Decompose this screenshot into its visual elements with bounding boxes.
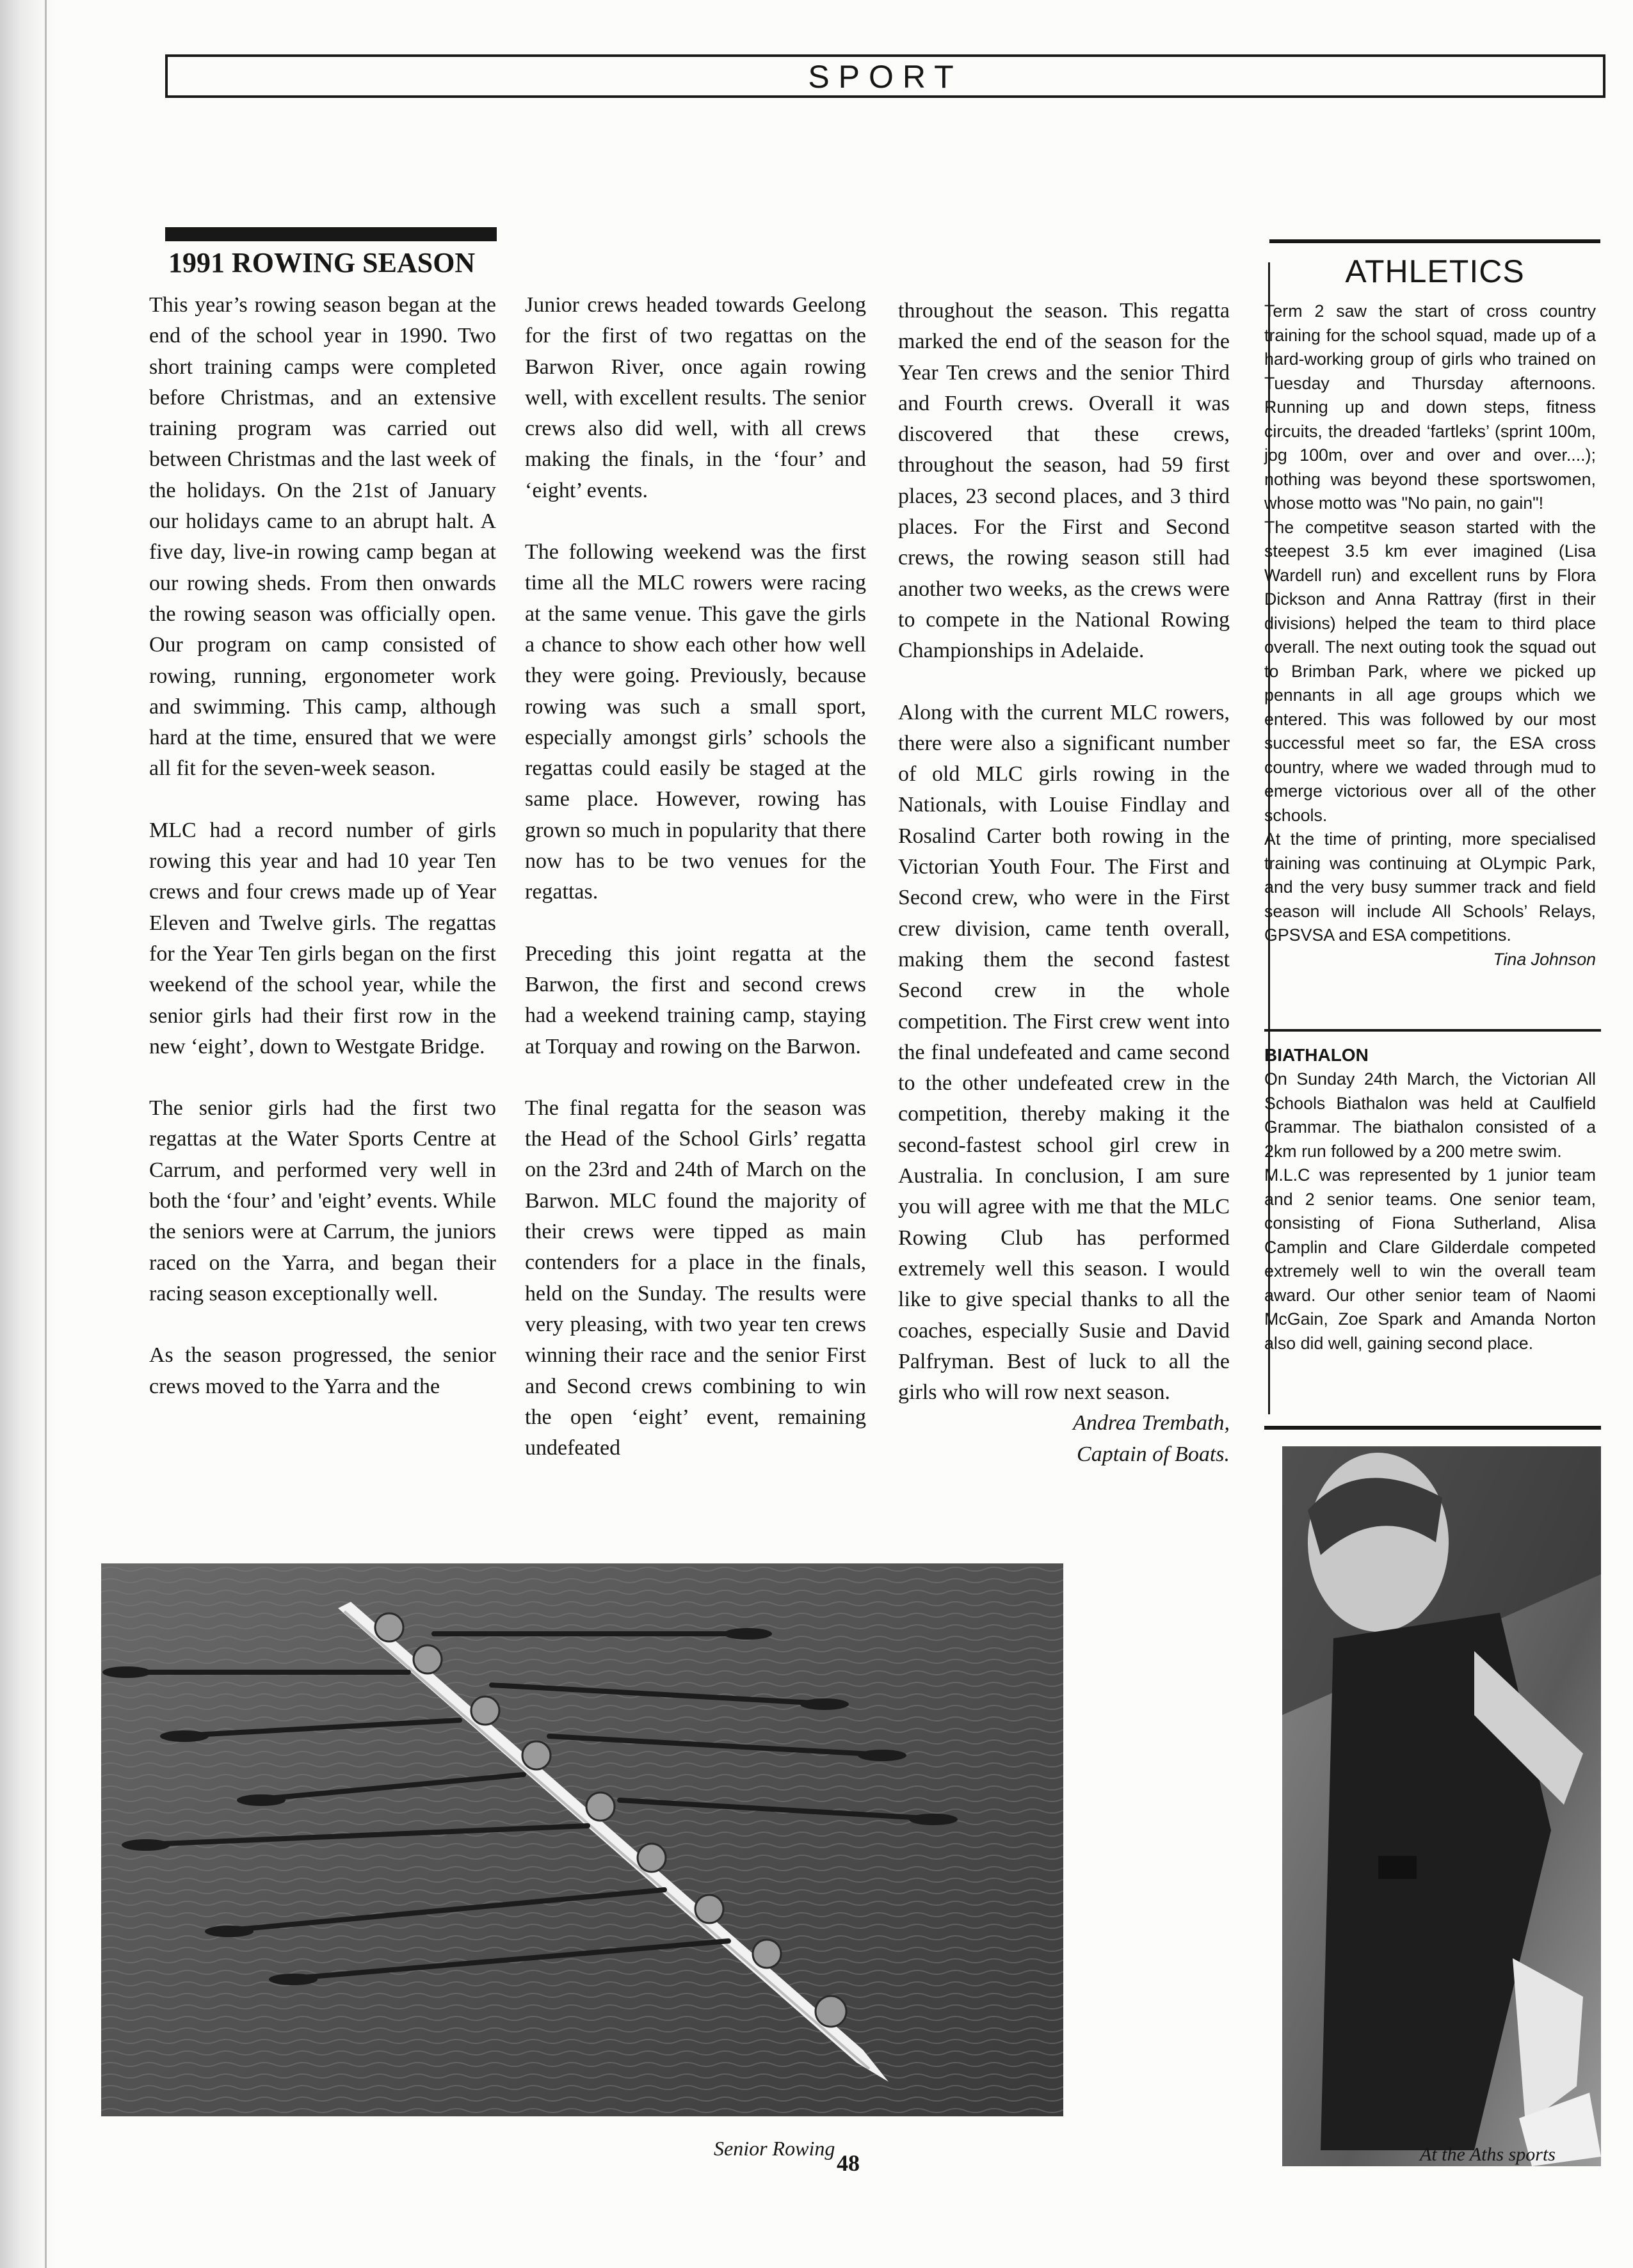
rowing-column-1 [149,290,496,1402]
senior-rowing-photo [101,1563,1063,2116]
athletics-signature: Tina Johnson [1493,949,1596,969]
athletics-top-rule [1269,239,1600,243]
paragraph: The final regatta for the season was the Head of the School Girls’ regatta on the 23rd and 24th of March on the Barwon. MLC found the majority of their crews were tipped as main contenders for a place in the finals, held on the Sunday. The results were very pleasing, with two year ten crews winning their race and the senior First and Second crews combining to win the open ‘eight’ event, remaining undefeated [525,1096,866,1460]
paragraph: On Sunday 24th March, the Victorian All Schools Biathalon was held at Caulfield Grammar. The biathalon consisted of a 2km run followed by a 200 metre swim. [1264,1069,1596,1161]
paragraph: M.L.C was represented by 1 junior team and 2 senior teams. One senior team, consisting of Fiona Sutherland, Alisa Camplin and Clare Gilderdale competed extremely well to win the overall team award. Our other senior team of Naomi McGain, Zoe Spark and Amanda Norton also did well, gaining second place. [1264,1165,1596,1353]
athletics-title: ATHLETICS [1345,253,1525,289]
paragraph: The competitve season started with the steepest 3.5 km ever imagined (Lisa Wardell run) and excellent runs by Flora Dickson and Anna Rattray (first in their divisions) helped the team to third place overall. The next outing took the squad out to Brimban Park, where we picked up pennants in all age groups which we entered. This was followed by our most successful meet so far, the ESA cross country, where we waded through mud to emerge victorious over all of the other schools. [1264,517,1596,825]
paragraph: As the season progressed, the senior crews moved to the Yarra and the [149,1343,496,1398]
page-number: 48 [837,2150,860,2176]
athletics-body [1264,299,1596,971]
author-name: Andrea Trembath, [1073,1411,1230,1435]
section-header-title: SPORT [808,59,963,95]
paragraph: Along with the current MLC rowers, there were also a significant number of old MLC girls rowing in the Nationals, with Louise Findlay and Rosalind Carter both rowing in the Victorian Youth Four. The First and Second crew, who were in the First crew division, came tenth overall, making them the second fastest Second crew in the whole competition. The First crew went into the final undefeated and came second to the other undefeated crew in the competition, thereby making it the second-fastest school girl crew in Australia. In conclusion, I am sure you will agree with me that the MLC Rowing Club has performed extremely well this season. I would like to give special thanks to all the coaches, especially Susie and David Palfryman. Best of luck to all the girls who will row next season. [898,700,1230,1405]
author-signature [898,1408,1230,1470]
page-binding-edge [45,0,47,2268]
paragraph: Preceding this joint regatta at the Barwon, the first and second crews had a weekend training camp, staying at Torquay and rowing on the Barwon. [525,941,866,1058]
paragraph: Junior crews headed towards Geelong for the first of two regattas on the Barwon River, once again rowing well, with excellent results. The senior crews also did well, with all crews making the finals, in the ‘four’ and ‘eight’ events. [525,293,866,502]
aths-photo-caption: At the Aths sports [1420,2144,1556,2165]
athletics-photo [1282,1446,1601,2166]
rowing-article-title: 1991 ROWING SEASON [168,247,476,278]
biathalon-title: BIATHALON [1264,1045,1369,1065]
biathalon-divider [1264,1029,1601,1032]
rowing-column-3 [898,296,1230,1470]
paragraph: MLC had a record number of girls rowing this year and had 10 year Ten crews and four crews made up of Year Eleven and Twelve girls. The regattas for the Year Ten girls began on the first weekend of the school year, while the senior girls had their first row in the new ‘eight’, down to Westgate Bridge. [149,818,496,1058]
paragraph: throughout the season. This regatta marked the end of the season for the Year Ten crews and the senior Third and Fourth crews. Overall it was discovered that these crews, throughout the season, had 59 first places, 23 second places, and 3 third places. For the First and Second crews, the rowing season still had another two weeks, as the crews were to compete in the National Rowing Championships in Adelaide. [898,299,1230,663]
rowing-column-2 [525,290,866,1464]
page-binding-shadow [0,0,58,2268]
author-role: Captain of Boats. [1077,1442,1230,1466]
rowing-title-bar [165,227,497,241]
biathalon-body [1264,1067,1596,1355]
section-header [165,54,1605,98]
paragraph: At the time of printing, more specialised training was continuing at OLympic Park, and the very busy summer track and field season will include All Schools’ Relays, GPSVSA and ESA competitions. [1264,829,1596,945]
paragraph: This year’s rowing season began at the end of the school year in 1990. Two short training camps were completed before Christmas, and an extensive training program was carried out between Christmas and the last week of the holidays. On the 21st of January our holidays came to an abrupt halt. A five day, live-in rowing camp began at our rowing sheds. From then onwards the rowing season was officially open. Our program on camp consisted of rowing, running, ergonometer work and swimming. This camp, although hard at the time, ensured that we were all fit for the seven-week season. [149,293,496,781]
biathalon-bottom-rule [1264,1426,1601,1430]
paragraph: Term 2 saw the start of cross country training for the school squad, made up of a hard-working group of girls who trained on Tuesday and Thursday afternoons. Running up and down steps, fitness circuits, the dreaded ‘fartleks’ (sprint 100m, jog 100m, over and over and over....); nothing was beyond these sportswomen, whose motto was "No pain, no gain"! [1264,301,1596,513]
rowing-photo-caption: Senior Rowing [714,2137,835,2160]
paragraph: The following weekend was the first time all the MLC rowers were racing at the same venue. This gave the girls a chance to show each other how well they were going. Previously, because rowing was such a small sport, especially amongst girls’ schools the regattas could easily be staged at the same place. However, rowing has grown so much in popularity that there now has to be two venues for the regattas. [525,540,866,904]
paragraph: The senior girls had the first two regattas at the Water Sports Centre at Carrum, and performed very well in both the ‘four’ and 'eight’ events. While the seniors were at Carrum, the juniors raced on the Yarra, and began their racing season exceptionally well. [149,1096,496,1306]
